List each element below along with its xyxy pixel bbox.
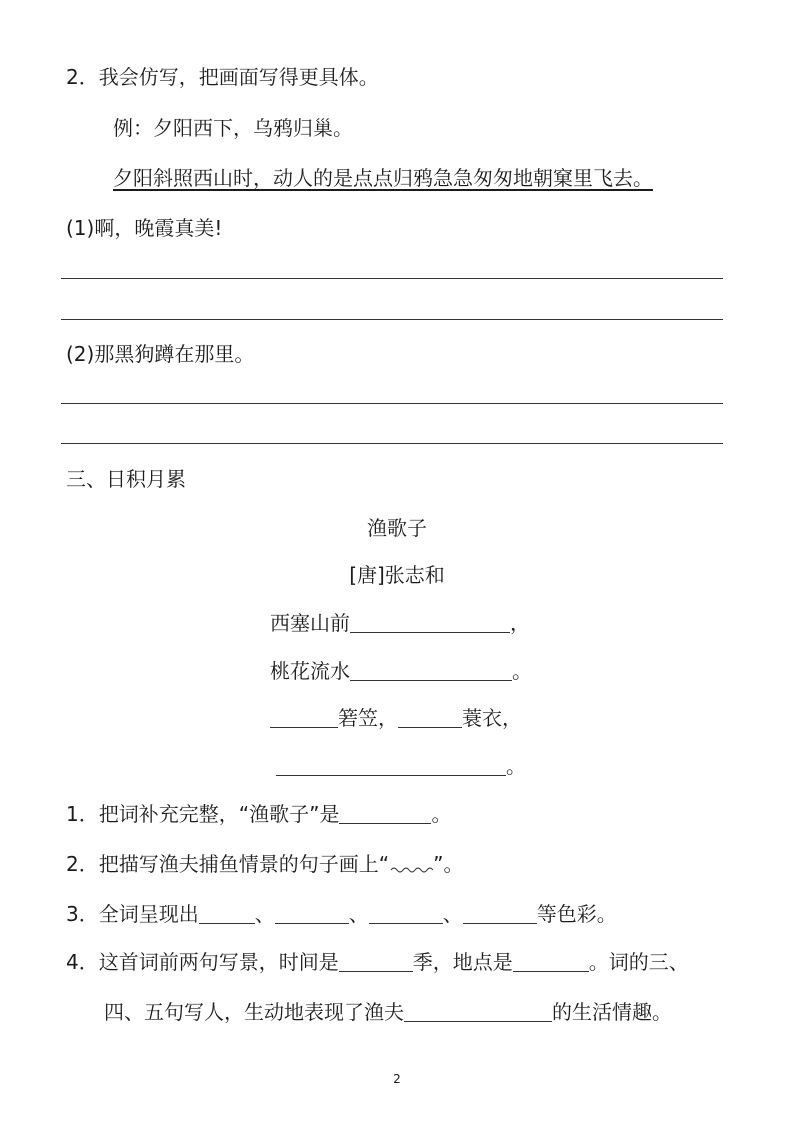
question-3-blank-1[interactable] (199, 905, 255, 924)
question-3-sep-2: 、 (348, 902, 369, 926)
question-4-text-a: 4．这首词前两句写景，时间是 (66, 950, 339, 974)
answer-line-2b[interactable] (61, 443, 723, 444)
poem-title: 渔歌子 (367, 516, 427, 540)
question-1-end: 。 (431, 802, 452, 826)
poem-line-1 (270, 611, 530, 635)
question-3-blank-3[interactable] (369, 905, 443, 924)
wavy-underline-icon (389, 861, 433, 873)
question-3-sep-1: 、 (254, 902, 275, 926)
poem-blank-4[interactable] (276, 757, 506, 776)
example-sentence: 例：夕阳西下，乌鸦归巢。 (113, 116, 353, 140)
question-1-text: 1．把词补充完整，“渔歌子”是 (66, 802, 340, 826)
section3-heading: 三、日积月累 (66, 467, 186, 491)
question-1 (66, 802, 451, 826)
question-4-blank-place[interactable] (513, 953, 589, 972)
poem-line-2-prefix: 桃花流水 (270, 659, 350, 683)
poem-author: [唐]张志和 (349, 563, 445, 587)
page-number: 2 (393, 1072, 401, 1086)
poem-line-2-suffix: 。 (512, 659, 532, 683)
answer-line-2a[interactable] (61, 403, 723, 404)
poem-line-3-end: 蓑衣， (462, 706, 522, 730)
question-4-text-b: 季，地点是 (412, 950, 513, 974)
poem-line-1-prefix: 西塞山前 (270, 611, 350, 635)
poem-line-2 (270, 659, 532, 683)
question-3-sep-3: 、 (442, 902, 463, 926)
example-answer: 夕阳斜照西山时，动人的是点点归鸦急急匆匆地朝窠里飞去。 (113, 166, 653, 190)
question-2 (66, 852, 463, 876)
item-2-prompt: (2)那黑狗蹲在那里。 (66, 342, 255, 366)
poem-line-3-mid: 箬笠， (338, 706, 398, 730)
question-4-text-e: 的生活情趣。 (552, 1000, 672, 1024)
poem-blank-1[interactable] (350, 614, 510, 633)
question-3-blank-4[interactable] (463, 905, 537, 924)
answer-line-1a[interactable] (61, 278, 723, 279)
poem-blank-2[interactable] (350, 662, 512, 681)
poem-line-1-suffix: ， (510, 611, 530, 635)
question-4 (66, 950, 689, 974)
section2-heading: 2．我会仿写，把画面写得更具体。 (66, 65, 379, 89)
poem-blank-3a[interactable] (270, 709, 338, 728)
question-3-blank-2[interactable] (275, 905, 349, 924)
poem-blank-3b[interactable] (398, 709, 462, 728)
question-2-text: 2．把描写渔夫捕鱼情景的句子画上“ (66, 852, 390, 876)
poem-line-4 (276, 754, 526, 778)
poem-line-4-suffix: 。 (506, 754, 526, 778)
question-4-text-c: 。词的三、 (588, 950, 689, 974)
question-4-blank-interest[interactable] (404, 1003, 552, 1022)
question-2-end: ”。 (433, 852, 464, 876)
question-1-blank[interactable] (339, 805, 431, 824)
question-3-text: 3．全词呈现出 (66, 902, 199, 926)
question-4-blank-season[interactable] (339, 953, 413, 972)
question-3 (66, 902, 617, 926)
answer-line-1b[interactable] (61, 319, 723, 320)
question-4-continued (104, 1000, 672, 1024)
poem-line-3 (270, 706, 522, 730)
question-4-text-d: 四、五句写人，生动地表现了渔夫 (104, 1000, 404, 1024)
question-3-end: 等色彩。 (536, 902, 617, 926)
item-1-prompt: (1)啊，晚霞真美! (66, 216, 223, 240)
